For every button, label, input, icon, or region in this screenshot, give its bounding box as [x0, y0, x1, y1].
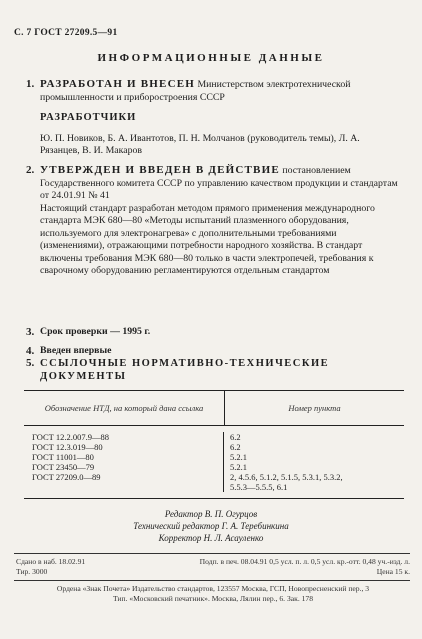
section-number: 1. [26, 78, 35, 90]
section-number: 3. [26, 326, 35, 338]
table-row: ГОСТ 23450—79 5.2.1 [24, 462, 404, 472]
editorial-credits [0, 508, 422, 544]
publisher-block [16, 584, 410, 604]
table-row: ГОСТ 11001—80 5.2.1 [24, 452, 404, 462]
imprint-signed: Подп. в печ. 08.04.91 0,5 усл. п. л. 0,5 усл. кр.-отт. 0,48 уч.-изд. л. [199, 557, 410, 566]
section-1 [26, 78, 400, 158]
table-row: ГОСТ 12.2.007.9—88 6.2 [24, 432, 404, 442]
section-2 [26, 164, 400, 278]
page-title: ИНФОРМАЦИОННЫЕ ДАННЫЕ [97, 52, 325, 64]
section-text: Срок проверки — 1995 г. [40, 326, 151, 337]
imprint-price: Цена 15 к. [376, 567, 410, 576]
reference-table [24, 390, 404, 499]
section-4 [26, 345, 400, 358]
section-heading: РАЗРАБОТАН И ВНЕСЕН [40, 78, 196, 90]
section-text: Введен впервые [40, 345, 112, 356]
editor-credit: Редактор В. П. Огурцов [164, 509, 258, 519]
divider [14, 553, 410, 554]
section-heading: ССЫЛОЧНЫЕ НОРМАТИВНО-ТЕХНИЧЕСКИЕ ДОКУМЕНТЫ [40, 358, 330, 382]
printer-line: Тип. «Московский печатник». Москва, Лялин пер., 6. Зак. 178 [112, 594, 314, 603]
table-body [24, 426, 404, 499]
section-3 [26, 326, 400, 339]
divider [14, 580, 410, 581]
table-row: ГОСТ 27209.0—89 2, 4.5.6, 5.1.2, 5.1.5, 5.3.1, 5.3.2, [24, 472, 404, 482]
section-1-body [40, 78, 400, 104]
section-heading: УТВЕРЖДЕН И ВВЕДЕН В ДЕЙСТВИЕ [40, 164, 280, 176]
section-number: 5. [26, 357, 35, 369]
table-row: 5.5.3—5.5.5, 6.1 [24, 482, 404, 492]
imprint-print-run: Тир. 3000 [16, 567, 48, 576]
section-text: постановлением Государственного комитета СССР по управлению качеством продукции и стандартам от 24.01.91 № 41 [40, 165, 398, 201]
section-number: 4. [26, 345, 35, 357]
imprint-block [16, 557, 410, 577]
developers-heading: РАЗРАБОТЧИКИ [40, 112, 137, 123]
table-header [24, 390, 404, 426]
imprint-submitted: Сдано в наб. 18.02.91 [16, 557, 86, 566]
column-header-document: Обозначение НТД, на который дана ссылка [24, 391, 225, 425]
section-text: Министерством электротехнической промышленности и приборостроения СССР [40, 79, 351, 103]
table-row: ГОСТ 12.3.019—80 6.2 [24, 442, 404, 452]
developers-list: Ю. П. Новиков, Б. А. Ивантотов, П. Н. Молчанов (руководитель темы), Л. А. Рязанцев, В. И. Макаров [40, 132, 360, 156]
section-2-paragraph: Настоящий стандарт разработан методом прямого применения международного стандарта МЭК 680—80 «Методы испытаний плазменного оборудования, используемого для электронагрева» с дополнительными требованиями (изменениями), отражающими потребности народного хозяйства. В стандарт включены требования МЭК 680—80 только в части электропечей, требования к сварочному оборудованию регламентируются отдельным стандартом [40, 202, 375, 276]
section-number: 2. [26, 164, 35, 176]
technical-editor-credit: Технический редактор Г. А. Теребинкина [133, 521, 289, 531]
section-2-body [40, 164, 400, 203]
section-5-title [26, 357, 410, 383]
running-header: С. 7 ГОСТ 27209.5—91 [14, 28, 118, 38]
publisher-line: Ордена «Знак Почета» Издательство стандартов, 123557 Москва, ГСП, Новопресненский пер., 3 [56, 584, 370, 593]
column-header-clause: Номер пункта [288, 403, 341, 413]
proofreader-credit: Корректор Н. Л. Асауленко [158, 533, 264, 543]
